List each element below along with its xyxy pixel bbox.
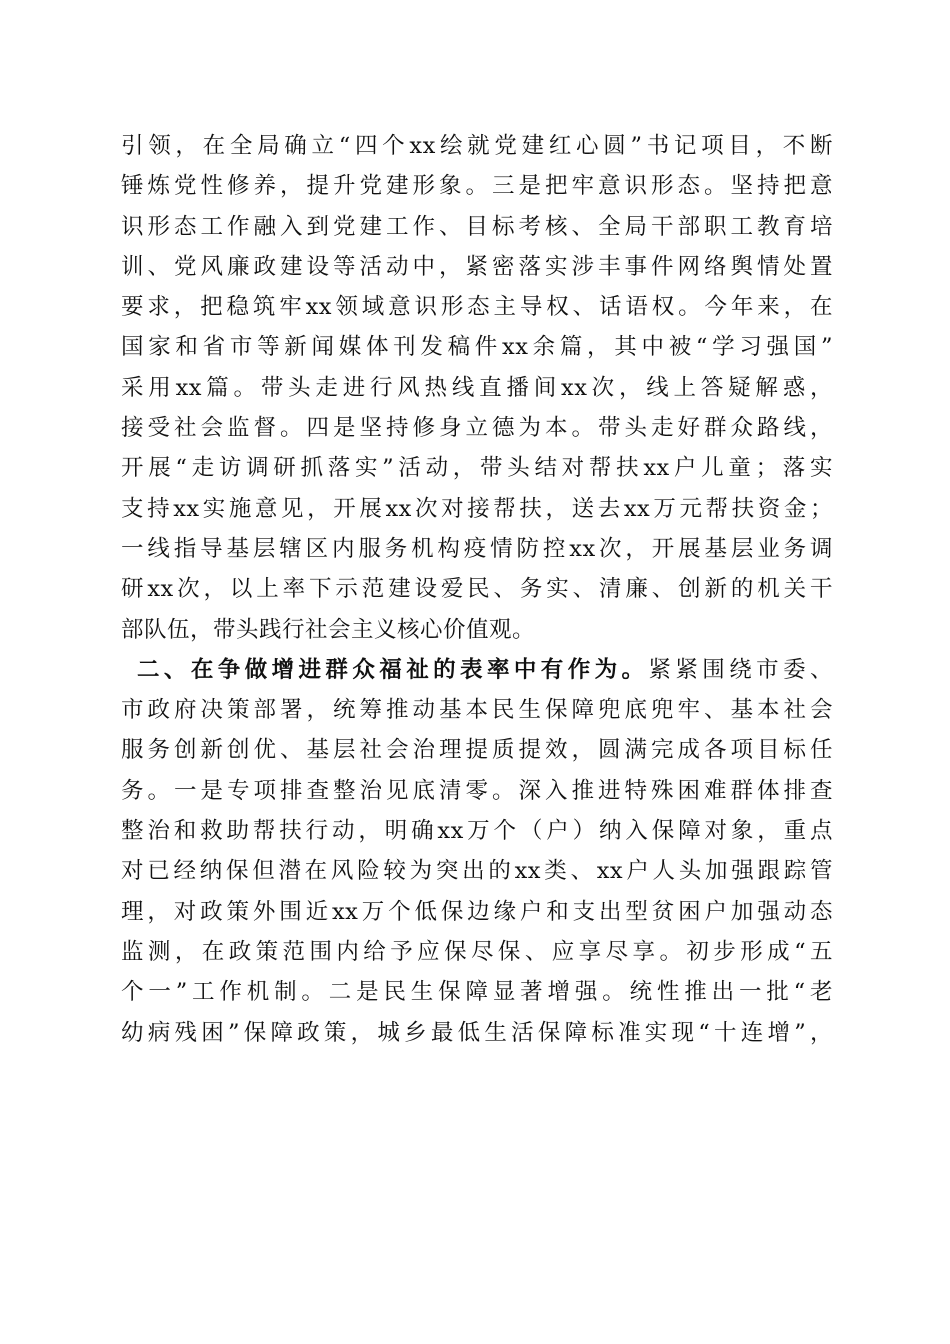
section-heading-continuation: 紧紧围绕市委、 (648, 656, 833, 683)
paragraph-line: 研xx次，以上率下示范建设爱民、务实、清廉、创新的机关干 (121, 576, 833, 603)
section-heading: 二、在争做增进群众福祉的表率中有作为。 (137, 656, 649, 683)
paragraph-line: 务。一是专项排查整治见底清零。深入推进特殊困难群体排查 (121, 777, 833, 804)
paragraph-line: 对已经纳保但潜在风险较为突出的xx类、xx户人头加强跟踪管 (121, 858, 833, 885)
paragraph-line: 开展“走访调研抓落实”活动，带头结对帮扶xx户儿童；落实 (121, 455, 833, 482)
paragraph-line: 识形态工作融入到党建工作、目标考核、全局干部职工教育培 (121, 213, 833, 240)
paragraph-line: 要求，把稳筑牢xx领域意识形态主导权、话语权。今年来，在 (121, 294, 833, 321)
paragraph-line: 整治和救助帮扶行动，明确xx万个（户）纳入保障对象，重点 (121, 818, 833, 845)
paragraph-line: 监测，在政策范围内给予应保尽保、应享尽享。初步形成“五 (121, 938, 833, 965)
paragraph-line: 服务创新创优、基层社会治理提质提效，圆满完成各项目标任 (121, 737, 833, 764)
paragraph-line: 部队伍，带头践行社会主义核心价值观。 (121, 616, 536, 643)
paragraph-line: 采用xx篇。带头走进行风热线直播间xx次，线上答疑解惑， (121, 374, 833, 401)
paragraph-line: 国家和省市等新闻媒体刊发稿件xx余篇，其中被“学习强国” (121, 334, 833, 361)
paragraph-line: 支持xx实施意见，开展xx次对接帮扶，送去xx万元帮扶资金； (121, 495, 833, 522)
paragraph-line: 市政府决策部署，统筹推动基本民生保障兜底兜牢、基本社会 (121, 697, 833, 724)
paragraph-line: 训、党风廉政建设等活动中，紧密落实涉丰事件网络舆情处置 (121, 253, 833, 280)
paragraph-line: 幼病残困”保障政策，城乡最低生活保障标准实现“十连增”， (121, 1019, 833, 1046)
document-body (121, 126, 833, 1053)
paragraph-line: 引领，在全局确立“四个xx绘就党建红心圆”书记项目，不断 (121, 133, 833, 159)
section-heading-line (121, 650, 833, 690)
paragraph-line: 理，对政策外围近xx万个低保边缘户和支出型贫困户加强动态 (121, 898, 833, 925)
paragraph-line: 锤炼党性修养，提升党建形象。三是把牢意识形态。坚持把意 (121, 173, 833, 200)
paragraph-line: 个一”工作机制。二是民生保障显著增强。统性推出一批“老 (121, 979, 833, 1006)
paragraph-line: 接受社会监督。四是坚持修身立德为本。带头走好群众路线， (121, 415, 833, 442)
paragraph-line: 一线指导基层辖区内服务机构疫情防控xx次，开展基层业务调 (121, 535, 833, 562)
